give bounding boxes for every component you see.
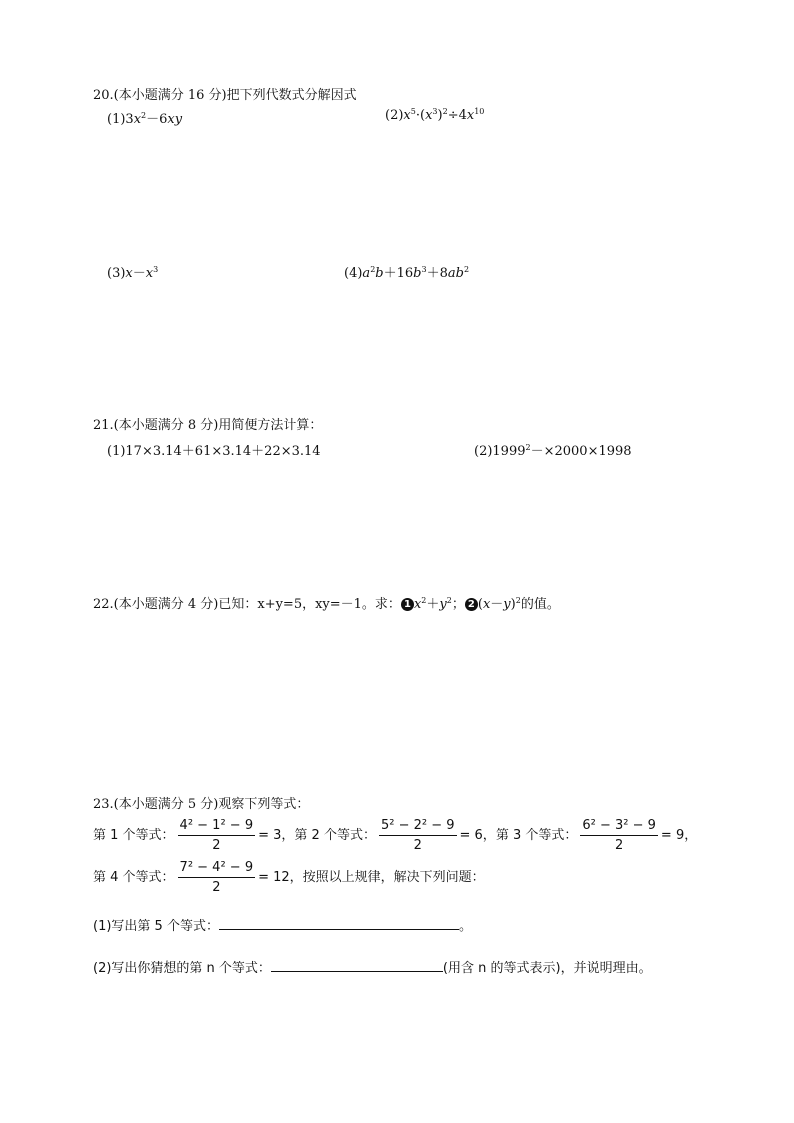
q21-part1: (1)17×3.14＋61×3.14＋22×3.14	[107, 444, 321, 459]
answer-blank-1[interactable]	[219, 915, 459, 930]
q22-text: 22.(本小题满分 4 分)已知：x+y=5，xy=－1。求： 1 $x^2+y^2$； 2 $(x-y)^2$的值。	[93, 596, 560, 612]
q20-part2: $(2)x^5\cdot(x^3)^2\div 4x^{10}$	[385, 107, 485, 123]
q20-part1: $(1)3x^2-6xy$	[107, 111, 183, 127]
circled-one-icon: 1	[401, 598, 414, 611]
q23-question2: (2)写出你猜想的第 n 个等式： (用含 n 的等式表示)，并说明理由。	[93, 957, 652, 976]
fraction-1: $\frac{\text{4² − 1² − 9}}{2}$	[179, 818, 254, 853]
circled-two-icon: 2	[465, 598, 478, 611]
fraction-3: $\frac{\text{6² − 3² − 9}}{2}$	[582, 818, 656, 853]
q20-title: 20.(本小题满分 16 分)把下列代数式分解因式	[93, 88, 357, 103]
q20-part3: $(3)x-x^3$	[107, 265, 159, 281]
q21-title: 21.(本小题满分 8 分)用简便方法计算：	[93, 418, 323, 433]
q20-part4: $(4)a^2b+16b^3+8ab^2$	[344, 265, 470, 281]
q23-equations-row1: 第 1 个等式： $\frac{\text{4² − 1² − 9}}{2}$ = 3，第 2 个等式： $\frac{\text{5² − 2² − 9}}{2}$ = 6，第 3 个等式： $\frac{\text{6² − 3² − 9}}{2}$ = 9，	[93, 818, 698, 853]
fraction-2: $\frac{\text{5² − 2² − 9}}{2}$	[380, 818, 455, 853]
answer-blank-2[interactable]	[271, 957, 443, 972]
fraction-4: $\frac{\text{7² − 4² − 9}}{2}$	[179, 860, 254, 895]
q21-part2: $(2)1999^2-\times 2000\times 1998$	[474, 443, 632, 459]
q23-title: 23.(本小题满分 5 分)观察下列等式：	[93, 797, 310, 812]
q23-question1: (1)写出第 5 个等式： 。	[93, 915, 472, 934]
q23-equations-row2: 第 4 个等式： $\frac{\text{7² − 4² − 9}}{2}$ = 12，按照以上规律，解决下列问题：	[93, 860, 485, 895]
